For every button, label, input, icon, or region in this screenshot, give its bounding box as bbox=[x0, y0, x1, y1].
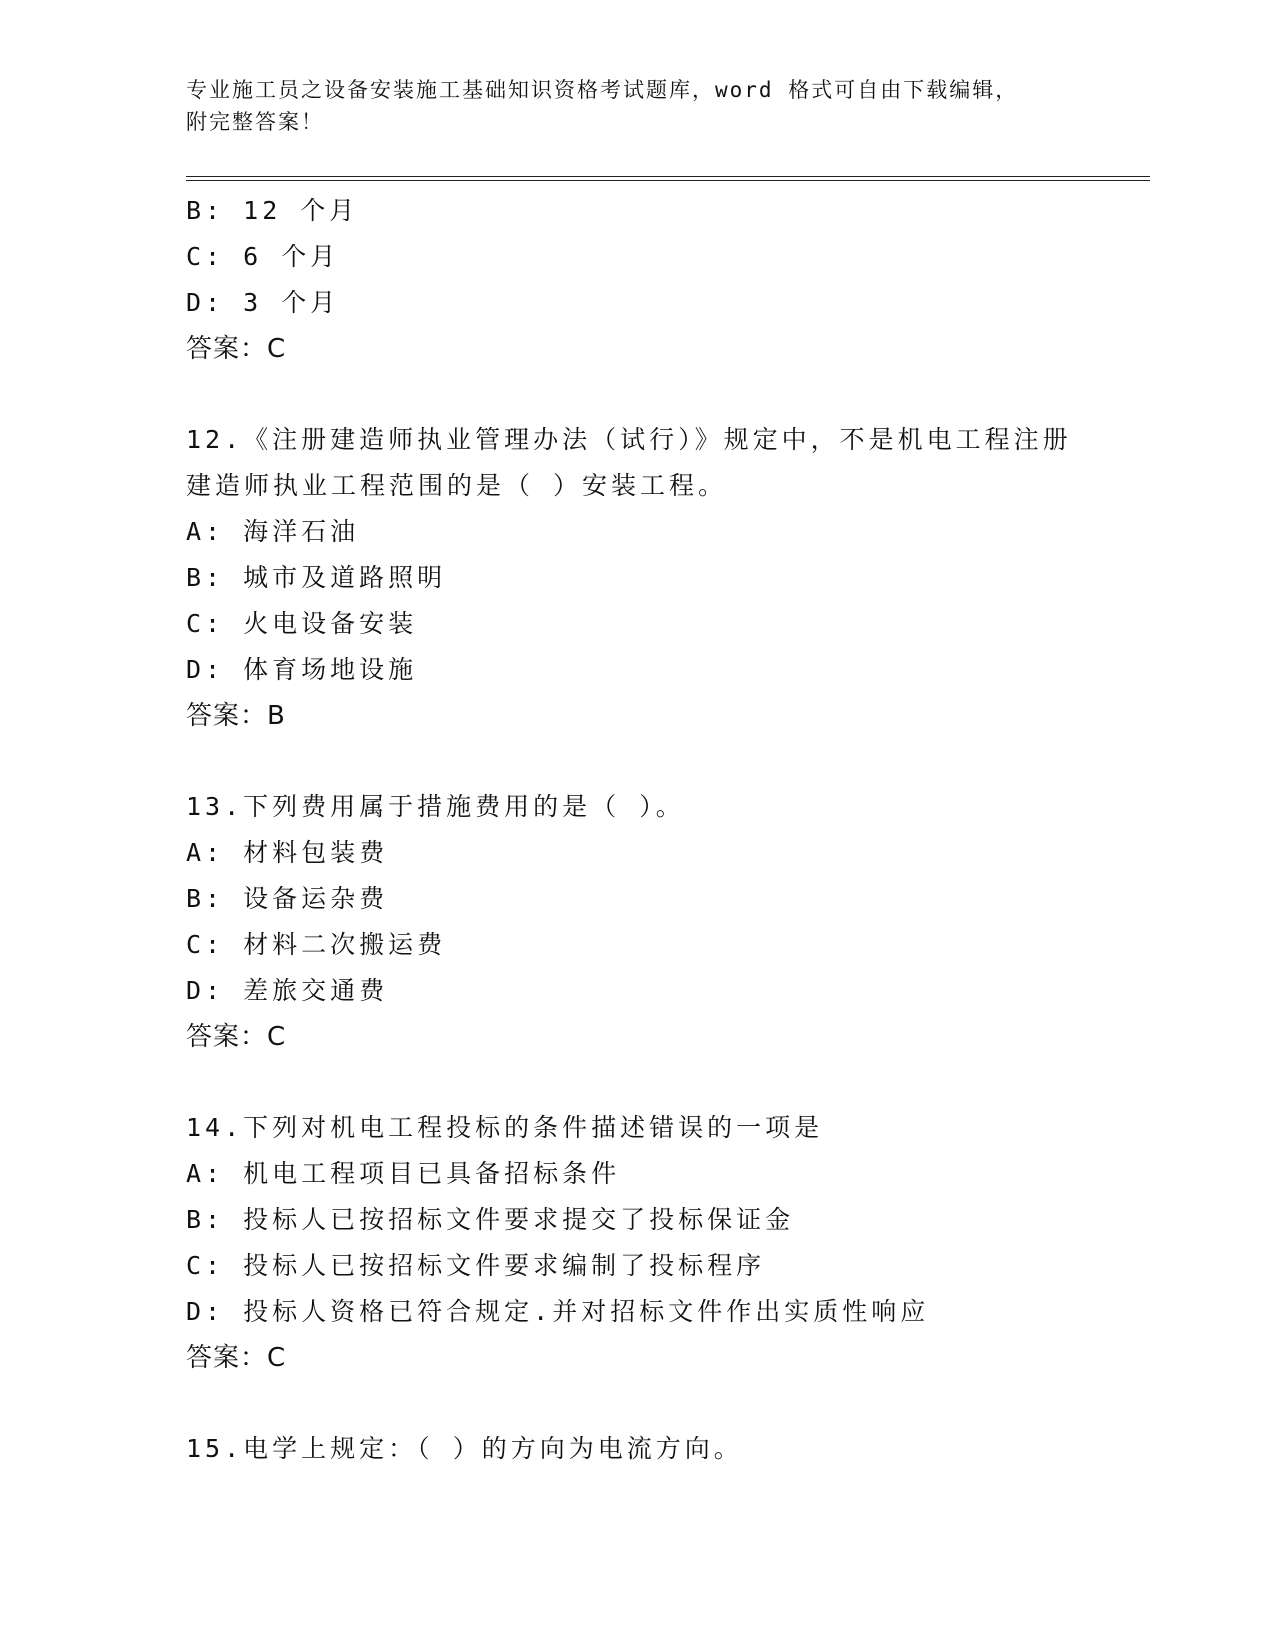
header-line-1: 专业施工员之设备安装施工基础知识资格考试题库，word 格式可自由下载编辑， bbox=[186, 78, 1019, 102]
question-14 bbox=[186, 1105, 1146, 1381]
spacer bbox=[186, 739, 1146, 784]
question-13 bbox=[186, 784, 1146, 1060]
option-a: A: 机电工程项目已具备招标条件 bbox=[186, 1159, 621, 1188]
option-d: D: 差旅交通费 bbox=[186, 976, 389, 1005]
option-b: B: 设备运杂费 bbox=[186, 884, 389, 913]
document-header bbox=[186, 74, 1086, 138]
spacer bbox=[186, 372, 1146, 417]
option-b: B: 城市及道路照明 bbox=[186, 563, 447, 592]
spacer bbox=[186, 1381, 1146, 1426]
answer: 答案：B bbox=[186, 701, 286, 731]
option-c: C: 火电设备安装 bbox=[186, 609, 418, 638]
option-b: B: 投标人已按招标文件要求提交了投标保证金 bbox=[186, 1205, 795, 1234]
option-c: C: 6 个月 bbox=[186, 242, 340, 271]
question-stem-line-1: 12.《注册建造师执业管理办法（试行）》规定中，不是机电工程注册 bbox=[186, 425, 1072, 454]
option-a: A: 海洋石油 bbox=[186, 517, 360, 546]
question-stem: 13.下列费用属于措施费用的是（ ）。 bbox=[186, 792, 685, 821]
answer: 答案：C bbox=[186, 1343, 287, 1373]
header-line-2: 附完整答案！ bbox=[186, 110, 324, 134]
answer: 答案：C bbox=[186, 334, 287, 364]
option-a: A: 材料包装费 bbox=[186, 838, 389, 867]
header-divider-top bbox=[186, 176, 1150, 177]
answer: 答案：C bbox=[186, 1022, 287, 1052]
header-divider-bottom bbox=[186, 180, 1150, 181]
option-d: D: 体育场地设施 bbox=[186, 655, 418, 684]
spacer bbox=[186, 1060, 1146, 1105]
option-d: D: 3 个月 bbox=[186, 288, 340, 317]
option-d: D: 投标人资格已符合规定.并对招标文件作出实质性响应 bbox=[186, 1297, 930, 1326]
question-stem: 15.电学上规定：（ ）的方向为电流方向。 bbox=[186, 1434, 743, 1463]
question-list bbox=[186, 188, 1146, 1472]
question-11 bbox=[186, 188, 1146, 372]
question-stem: 14.下列对机电工程投标的条件描述错误的一项是 bbox=[186, 1113, 824, 1142]
option-c: C: 投标人已按招标文件要求编制了投标程序 bbox=[186, 1251, 766, 1280]
option-b: B: 12 个月 bbox=[186, 196, 359, 225]
question-15 bbox=[186, 1426, 1146, 1472]
question-stem-line-2: 建造师执业工程范围的是（ ）安装工程。 bbox=[186, 471, 728, 500]
option-c: C: 材料二次搬运费 bbox=[186, 930, 447, 959]
question-12 bbox=[186, 417, 1146, 739]
